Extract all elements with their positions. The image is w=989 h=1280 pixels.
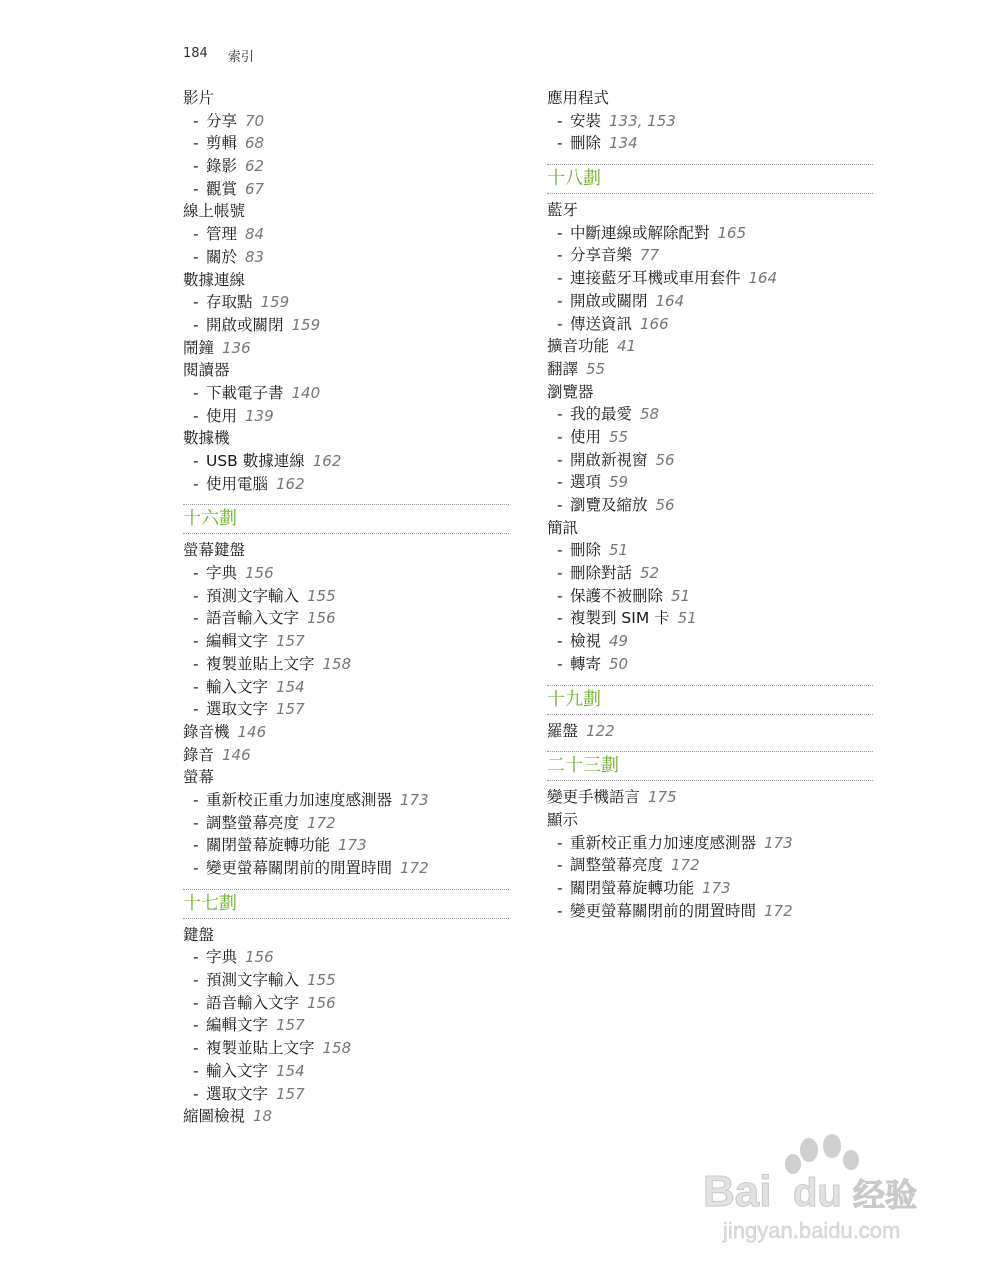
page-reference: 146	[237, 722, 267, 741]
entry-term: 選項	[570, 473, 602, 492]
index-subentry	[183, 1037, 509, 1060]
entry-term: 螢幕	[183, 768, 215, 787]
subentry-dash: -	[193, 677, 199, 696]
subentry-dash: -	[557, 833, 563, 852]
page-reference: 83	[245, 247, 265, 266]
index-subentry	[183, 812, 509, 835]
subentry-dash: -	[193, 836, 199, 855]
subentry-dash: -	[193, 315, 199, 334]
page-reference: 62	[245, 157, 265, 176]
index-subentry	[547, 403, 873, 426]
page-reference: 172	[671, 856, 700, 875]
page-reference: 157	[276, 632, 305, 651]
entry-term: 變更螢幕關閉前的閒置時間	[570, 901, 757, 920]
index-subentry	[183, 382, 509, 405]
subentry-dash: -	[557, 473, 563, 492]
entry-term: 錄音	[183, 745, 215, 764]
page-reference: 173	[764, 833, 793, 852]
index-subentry	[183, 969, 509, 992]
page-reference: 166	[640, 314, 669, 333]
subentry-dash: -	[193, 1016, 199, 1035]
index-subentry	[547, 471, 873, 494]
entry-term: 檢視	[570, 632, 602, 651]
subentry-dash: -	[193, 948, 199, 967]
subentry-dash: -	[193, 700, 199, 719]
page-reference: 67	[245, 179, 265, 198]
entry-term: 變更手機語言	[547, 788, 641, 807]
section-heading: 十八劃	[547, 165, 873, 194]
index-subentry	[547, 222, 873, 245]
entry-term: 選取文字	[206, 1084, 269, 1103]
index-subentry	[183, 132, 509, 155]
index-subentry	[547, 832, 873, 855]
entry-term: 數據連線	[183, 270, 246, 289]
section-heading: 十七劃	[183, 890, 509, 919]
page-reference: 164	[748, 269, 778, 288]
entry-term: 剪輯	[206, 134, 238, 153]
subentry-dash: -	[193, 157, 199, 176]
entry-term: 存取點	[206, 293, 253, 312]
watermark-url: jingyan.baidu.com	[723, 1218, 901, 1243]
index-subentry	[183, 946, 509, 969]
index-entry	[183, 744, 509, 767]
section-heading: 十九劃	[547, 686, 873, 715]
entry-term: 使用	[570, 427, 602, 446]
index-entry	[547, 358, 873, 381]
page-reference: 77	[640, 246, 660, 265]
entry-term: 安裝	[570, 111, 602, 130]
index-subentry	[183, 585, 509, 608]
subentry-dash: -	[557, 246, 563, 265]
entry-term: 複製並貼上文字	[206, 654, 315, 673]
index-entry	[183, 924, 509, 947]
index-subentry	[547, 267, 873, 290]
page-reference: 55	[586, 359, 606, 378]
page-reference: 157	[276, 1084, 305, 1103]
entry-term: 觀賞	[206, 179, 238, 198]
page-reference: 51	[671, 586, 691, 605]
page-reference: 155	[307, 586, 336, 605]
page-reference: 56	[655, 450, 675, 469]
entry-term: 我的最愛	[570, 405, 633, 424]
index-subentry	[183, 110, 509, 133]
subentry-dash: -	[193, 564, 199, 583]
index-subentry	[547, 449, 873, 472]
entry-term: 影片	[183, 89, 215, 107]
subentry-dash: -	[193, 654, 199, 673]
index-column-right	[547, 87, 873, 922]
entry-term: 刪除	[570, 134, 602, 153]
entry-term: 鬧鐘	[183, 338, 215, 357]
index-subentry	[183, 698, 509, 721]
entry-term: 保護不被刪除	[570, 586, 664, 605]
page-reference: 156	[307, 609, 336, 628]
entry-term: 羅盤	[547, 721, 579, 740]
entry-term: 開啟或關閉	[206, 315, 284, 334]
index-subentry	[183, 834, 509, 857]
subentry-dash: -	[557, 291, 563, 310]
entry-term: 輸入文字	[206, 677, 269, 696]
subentry-dash: -	[193, 586, 199, 605]
entry-term: 藍牙	[547, 201, 579, 220]
index-entry	[547, 720, 873, 743]
entry-term: 縮圖檢視	[183, 1107, 246, 1126]
index-subentry	[183, 653, 509, 676]
subentry-dash: -	[193, 134, 199, 153]
subentry-dash: -	[193, 1084, 199, 1103]
index-entry	[183, 200, 509, 223]
index-entry	[547, 517, 873, 540]
page-reference: 158	[322, 654, 352, 673]
index-subentry	[547, 900, 873, 923]
entry-term: 傳送資訊	[570, 314, 633, 333]
index-entry	[547, 786, 873, 809]
subentry-dash: -	[193, 859, 199, 877]
index-subentry	[183, 1083, 509, 1106]
subentry-dash: -	[193, 474, 199, 493]
page-reference: 156	[307, 993, 336, 1012]
page-reference: 41	[617, 337, 637, 356]
entry-term: 調整螢幕亮度	[206, 813, 300, 832]
entry-term: 錄音機	[183, 722, 230, 741]
subentry-dash: -	[557, 586, 563, 605]
index-subentry	[183, 630, 509, 653]
entry-term: 使用	[206, 406, 238, 425]
page-reference: 159	[260, 293, 290, 312]
page-reference: 136	[222, 338, 251, 357]
subentry-dash: -	[193, 225, 199, 244]
subentry-dash: -	[193, 971, 199, 990]
subentry-dash: -	[557, 541, 563, 560]
page-reference: 55	[609, 427, 629, 446]
index-subentry	[183, 473, 509, 496]
entry-term: USB 數據連線	[206, 452, 305, 470]
subentry-dash: -	[193, 179, 199, 198]
index-entry	[547, 381, 873, 404]
entry-term: 中斷連線或解除配對	[570, 223, 710, 242]
page-reference: 84	[245, 225, 265, 244]
page-reference: 175	[648, 788, 677, 807]
index-subentry	[547, 607, 873, 630]
subentry-dash: -	[193, 609, 199, 628]
subentry-dash: -	[557, 878, 563, 897]
entry-term: 關閉螢幕旋轉功能	[206, 836, 331, 855]
subentry-dash: -	[557, 405, 563, 424]
index-subentry	[547, 630, 873, 653]
index-entry	[183, 539, 509, 562]
page-reference: 51	[677, 609, 697, 628]
entry-term: 錄影	[206, 157, 238, 176]
subentry-dash: -	[557, 564, 563, 583]
index-subentry	[547, 110, 873, 133]
index-subentry	[547, 653, 873, 676]
entry-term: 關於	[206, 247, 238, 266]
subentry-dash: -	[193, 1061, 199, 1080]
subentry-dash: -	[557, 314, 563, 333]
index-subentry	[183, 155, 509, 178]
index-subentry	[183, 246, 509, 269]
page-reference: 157	[276, 1016, 305, 1035]
subentry-dash: -	[557, 427, 563, 446]
entry-term: 應用程式	[547, 89, 610, 107]
entry-term: 刪除	[570, 541, 602, 560]
baidu-jingyan-watermark	[701, 1128, 927, 1246]
subentry-dash: -	[557, 856, 563, 875]
page-reference: 154	[276, 677, 305, 696]
page-reference: 172	[307, 813, 336, 832]
page-reference: 140	[291, 383, 321, 402]
subentry-dash: -	[557, 654, 563, 673]
entry-term: 預測文字輸入	[206, 586, 300, 605]
entry-term: 選取文字	[206, 700, 269, 719]
subentry-dash: -	[557, 496, 563, 514]
index-subentry	[183, 607, 509, 630]
page-reference: 59	[609, 473, 629, 492]
page-reference: 70	[245, 111, 265, 130]
page-reference: 139	[245, 406, 274, 425]
subentry-dash: -	[557, 609, 563, 628]
index-entry	[183, 1105, 509, 1128]
index-entry	[547, 335, 873, 358]
subentry-dash: -	[193, 406, 199, 425]
entry-term: 語音輸入文字	[206, 993, 300, 1012]
entry-term: 鍵盤	[183, 925, 215, 944]
page-reference: 58	[640, 405, 660, 424]
watermark-brand-right: du	[793, 1171, 842, 1215]
page-title: 索引	[227, 50, 254, 65]
subentry-dash: -	[193, 452, 199, 470]
page-reference: 173	[702, 878, 731, 897]
index-subentry	[183, 314, 509, 337]
index-entry	[183, 766, 509, 789]
index-entry	[547, 199, 873, 222]
subentry-dash: -	[557, 901, 563, 920]
entry-term: 下載電子書	[206, 383, 284, 402]
page-reference: 162	[276, 474, 305, 493]
page-reference: 173	[400, 790, 429, 809]
entry-term: 關閉螢幕旋轉功能	[570, 878, 695, 897]
page-reference: 50	[609, 654, 629, 673]
entry-term: 螢幕鍵盤	[183, 541, 246, 560]
index-subentry	[183, 223, 509, 246]
entry-term: 編輯文字	[206, 632, 269, 651]
entry-term: 編輯文字	[206, 1016, 269, 1035]
index-subentry	[547, 244, 873, 267]
page-reference: 156	[245, 564, 274, 583]
entry-term: 瀏覽及縮放	[570, 496, 648, 514]
index-subentry	[547, 313, 873, 336]
section-heading: 二十三劃	[547, 752, 873, 781]
index-entry	[547, 809, 873, 832]
page-reference: 172	[764, 901, 793, 920]
entry-term: 使用電腦	[206, 474, 269, 493]
index-subentry	[183, 405, 509, 428]
entry-term: 重新校正重力加速度感測器	[206, 790, 393, 809]
index-subentry	[183, 291, 509, 314]
entry-term: 分享音樂	[570, 246, 633, 265]
page-reference: 134	[609, 134, 638, 153]
section-heading: 十六劃	[183, 505, 509, 534]
index-subentry	[183, 676, 509, 699]
subentry-dash: -	[193, 632, 199, 651]
index-entry	[183, 359, 509, 382]
entry-term: 轉寄	[570, 654, 602, 673]
page-reference: 157	[276, 700, 305, 719]
entry-term: 瀏覽器	[547, 382, 594, 401]
subentry-dash: -	[193, 293, 199, 312]
subentry-dash: -	[193, 790, 199, 809]
entry-term: 刪除對話	[570, 564, 633, 583]
entry-term: 調整螢幕亮度	[570, 856, 664, 875]
index-subentry	[183, 857, 509, 880]
page-reference: 52	[640, 564, 660, 583]
page-header	[183, 46, 254, 65]
page-reference: 156	[245, 948, 274, 967]
index-subentry	[547, 426, 873, 449]
page-reference: 172	[400, 859, 429, 877]
subentry-dash: -	[193, 383, 199, 402]
subentry-dash: -	[193, 111, 199, 130]
entry-term: 顯示	[547, 810, 579, 829]
page-reference: 56	[655, 496, 675, 514]
entry-term: 預測文字輸入	[206, 971, 300, 990]
subentry-dash: -	[193, 1039, 199, 1058]
entry-term: 變更螢幕關閉前的閒置時間	[206, 859, 393, 877]
page-reference: 164	[655, 291, 685, 310]
page-number: 184	[183, 46, 208, 61]
index-subentry	[183, 450, 509, 473]
page-reference: 122	[586, 721, 615, 740]
index-entry	[183, 269, 509, 292]
index-subentry	[183, 1014, 509, 1037]
page-reference: 51	[609, 541, 629, 560]
paw-logo-icon	[785, 1134, 859, 1174]
page-reference: 146	[222, 745, 251, 764]
watermark-brand-left: Bai	[703, 1167, 772, 1216]
index-subentry	[183, 789, 509, 812]
page-reference: 155	[307, 971, 336, 990]
page-reference: 159	[291, 315, 321, 334]
index-subentry	[547, 877, 873, 900]
page-reference: 49	[609, 632, 629, 651]
entry-term: 線上帳號	[183, 202, 246, 221]
subentry-dash: -	[557, 632, 563, 651]
entry-term: 管理	[206, 225, 238, 244]
entry-term: 字典	[206, 564, 238, 583]
entry-term: 分享	[206, 111, 238, 130]
entry-term: 複製並貼上文字	[206, 1039, 315, 1058]
entry-term: 連接藍牙耳機或車用套件	[570, 269, 741, 288]
page-reference: 165	[717, 223, 747, 242]
page-reference: 162	[312, 452, 342, 470]
page-reference: 158	[322, 1039, 352, 1058]
entry-term: 重新校正重力加速度感測器	[570, 833, 757, 852]
watermark-cn: 经验	[853, 1176, 918, 1214]
subentry-dash: -	[193, 993, 199, 1012]
entry-term: 簡訊	[547, 518, 579, 537]
page-reference: 154	[276, 1061, 305, 1080]
index-column-left	[183, 87, 509, 1128]
index-entry	[183, 337, 509, 360]
index-subentry	[183, 178, 509, 201]
index-subentry	[547, 132, 873, 155]
subentry-dash: -	[193, 813, 199, 832]
subentry-dash: -	[557, 134, 563, 153]
entry-term: 字典	[206, 948, 238, 967]
entry-term: 語音輸入文字	[206, 609, 300, 628]
index-entry	[183, 87, 509, 110]
index-entry	[183, 721, 509, 744]
index-subentry	[183, 1060, 509, 1083]
subentry-dash: -	[193, 247, 199, 266]
index-subentry	[547, 290, 873, 313]
entry-term: 開啟新視窗	[570, 450, 648, 469]
entry-term: 數據機	[183, 429, 230, 448]
page-reference: 173	[338, 836, 367, 855]
subentry-dash: -	[557, 450, 563, 469]
subentry-dash: -	[557, 223, 563, 242]
entry-term: 開啟或關閉	[570, 291, 648, 310]
index-entry	[547, 87, 873, 110]
page-reference: 18	[253, 1107, 273, 1126]
index-entry	[183, 427, 509, 450]
entry-term: 複製到 SIM 卡	[570, 609, 670, 628]
entry-term: 閱讀器	[183, 361, 230, 380]
index-subentry	[547, 585, 873, 608]
page-reference: 133, 153	[609, 111, 676, 130]
entry-term: 擴音功能	[547, 337, 610, 356]
entry-term: 翻譯	[547, 359, 579, 378]
index-subentry	[547, 494, 873, 517]
index-subentry	[183, 992, 509, 1015]
index-subentry	[183, 562, 509, 585]
page-reference: 68	[245, 134, 265, 153]
subentry-dash: -	[557, 111, 563, 130]
entry-term: 輸入文字	[206, 1061, 269, 1080]
index-subentry	[547, 539, 873, 562]
index-subentry	[547, 562, 873, 585]
subentry-dash: -	[557, 269, 563, 288]
index-subentry	[547, 854, 873, 877]
